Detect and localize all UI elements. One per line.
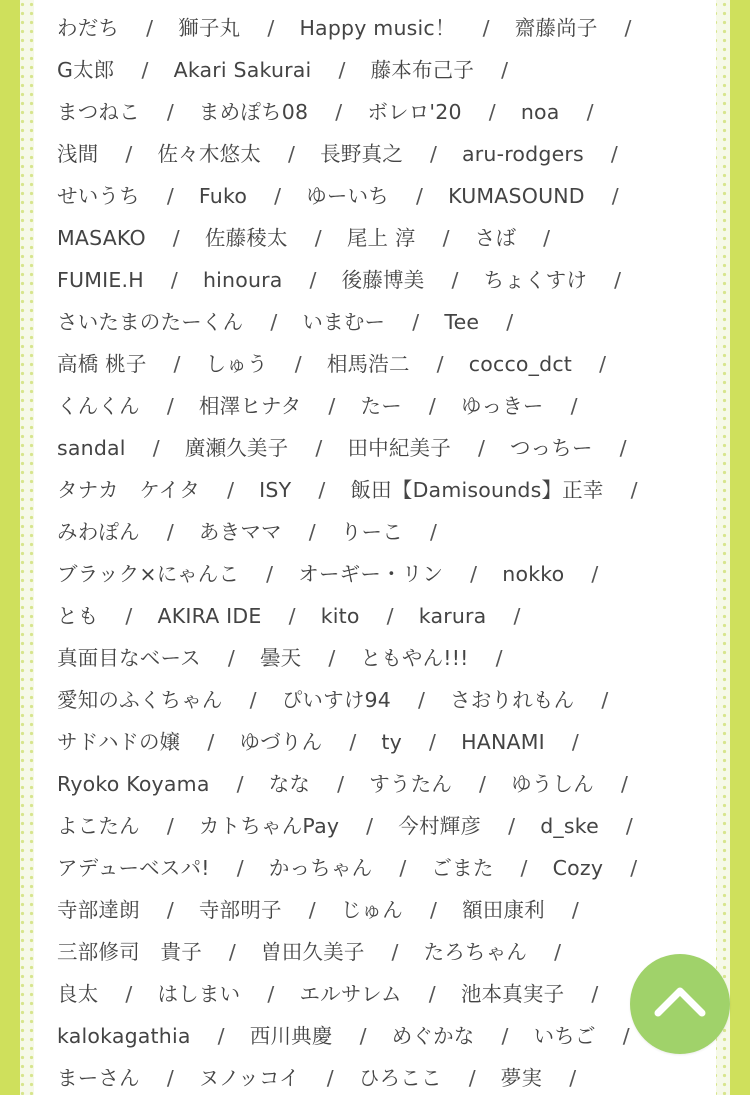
name-row	[57, 1057, 707, 1099]
name-separator: /	[571, 730, 579, 754]
supporter-name: nokko	[502, 562, 565, 586]
name-row	[57, 679, 707, 721]
name-separator: /	[610, 142, 619, 166]
name-separator: /	[236, 856, 244, 880]
name-separator: /	[125, 982, 133, 1006]
supporter-name: 長野真之	[320, 142, 403, 166]
name-separator: /	[328, 394, 336, 418]
name-list	[57, 7, 707, 1099]
supporter-name: 今村輝彦	[398, 814, 482, 838]
supporter-name: 真面目なベース	[57, 646, 201, 670]
supporter-name: 藤本布己子	[370, 58, 475, 82]
supporter-name: 額田康利	[462, 898, 545, 922]
supporter-name: MASAKO	[57, 226, 146, 250]
name-separator: /	[314, 226, 322, 250]
supporter-name: Ryoko Koyama	[57, 772, 210, 796]
name-separator: /	[520, 856, 528, 880]
supporter-name: いまむー	[302, 310, 386, 334]
frame-left-edge	[0, 0, 20, 1095]
name-separator: /	[418, 688, 426, 712]
chevron-up-icon	[653, 984, 707, 1018]
supporter-name: たろちゃん	[423, 940, 528, 964]
supporter-name: みわぽん	[57, 520, 140, 544]
supporter-name: kalokagathia	[57, 1024, 191, 1048]
supporter-name: タナカ ケイタ	[57, 478, 201, 502]
name-separator: /	[166, 394, 174, 418]
supporter-name: 高橋 桃子	[57, 352, 147, 376]
supporter-name: d_ske	[540, 814, 599, 838]
name-separator: /	[586, 100, 594, 124]
name-separator: /	[442, 226, 450, 250]
name-separator: /	[625, 814, 634, 838]
supporter-name: ともやん!!!	[360, 646, 469, 670]
supporter-name: ブラック×にゃんこ	[57, 562, 240, 586]
name-separator: /	[488, 100, 496, 124]
supporter-name: Happy music！	[299, 16, 456, 40]
name-separator: /	[217, 1024, 225, 1048]
name-row	[57, 553, 707, 595]
supporter-name: aru-rodgers	[462, 142, 584, 166]
supporter-name: たー	[360, 394, 402, 418]
supporter-name: サドハドの嬢	[57, 730, 181, 754]
supporter-name: 愛知のふくちゃん	[57, 688, 223, 712]
name-separator: /	[170, 268, 178, 292]
name-separator: /	[328, 646, 336, 670]
supporter-name: cocco_dct	[468, 352, 573, 376]
name-separator: /	[270, 310, 278, 334]
name-row	[57, 889, 707, 931]
supporter-name: 佐々木悠太	[157, 142, 262, 166]
supporter-name: ISY	[259, 478, 292, 502]
supporter-name: 曽田久美子	[261, 940, 365, 964]
supporter-name: FUMIE.H	[57, 268, 144, 292]
supporter-name: 浅間	[57, 142, 99, 166]
supporter-name: めぐかな	[391, 1024, 475, 1048]
supporter-name: エルサレム	[299, 982, 402, 1006]
supporter-name: 佐藤稜太	[204, 226, 288, 250]
supporter-name: はしまい	[157, 982, 241, 1006]
supporter-name: まーさん	[57, 1066, 140, 1090]
name-separator: /	[429, 898, 438, 922]
name-row	[57, 343, 707, 385]
name-separator: /	[386, 604, 394, 628]
supporter-name: しゅう	[205, 352, 268, 376]
name-separator: /	[125, 604, 133, 628]
supporter-name: ごまた	[431, 856, 494, 880]
supporter-name: ゆっきー	[461, 394, 544, 418]
name-separator: /	[308, 520, 316, 544]
supporter-name: 獅子丸	[178, 16, 241, 40]
name-row	[57, 7, 707, 49]
name-row	[57, 301, 707, 343]
name-separator: /	[501, 1024, 509, 1048]
supporter-name: kito	[320, 604, 360, 628]
supporter-name: ボレロ'20	[367, 100, 462, 124]
name-separator: /	[294, 352, 302, 376]
supporter-name: さおりれもん	[450, 688, 575, 712]
name-separator: /	[554, 940, 562, 964]
name-separator: /	[318, 478, 326, 502]
supporter-name: Akari Sakurai	[173, 58, 312, 82]
supporter-name: ひろここ	[358, 1066, 442, 1090]
name-separator: /	[614, 268, 622, 292]
supporter-name: sandal	[57, 436, 126, 460]
name-separator: /	[166, 100, 174, 124]
supporter-name: せいうち	[57, 184, 140, 208]
name-separator: /	[166, 898, 174, 922]
name-row	[57, 217, 707, 259]
supporter-name: よこたん	[57, 814, 140, 838]
name-separator: /	[570, 394, 578, 418]
name-separator: /	[619, 436, 627, 460]
supporter-name: 良太	[57, 982, 99, 1006]
name-separator: /	[152, 436, 160, 460]
supporter-name: かっちゃん	[268, 856, 373, 880]
supporter-name: まつねこ	[57, 100, 140, 124]
name-separator: /	[482, 16, 490, 40]
supporter-name: ゆーいち	[306, 184, 389, 208]
name-separator: /	[249, 688, 257, 712]
name-separator: /	[166, 1066, 174, 1090]
supporter-name: 池本真実子	[460, 982, 565, 1006]
name-separator: /	[470, 562, 478, 586]
name-separator: /	[228, 940, 237, 964]
name-separator: /	[227, 478, 235, 502]
name-separator: /	[315, 436, 323, 460]
name-separator: /	[335, 100, 343, 124]
name-row	[57, 595, 707, 637]
supporter-name: りーこ	[340, 520, 403, 544]
supporter-name: Cozy	[552, 856, 604, 880]
name-separator: /	[166, 184, 174, 208]
name-row	[57, 805, 707, 847]
name-separator: /	[166, 814, 174, 838]
supporter-name: 後藤博美	[341, 268, 425, 292]
name-separator: /	[391, 940, 399, 964]
name-separator: /	[428, 982, 436, 1006]
supporter-name: 尾上 淳	[346, 226, 416, 250]
supporter-name: ty	[381, 730, 402, 754]
supporter-name: さいたまのたーくん	[57, 310, 244, 334]
supporter-name: カトちゃんPay	[198, 814, 340, 838]
name-separator: /	[501, 58, 509, 82]
name-separator: /	[141, 58, 149, 82]
name-row	[57, 259, 707, 301]
name-separator: /	[429, 730, 437, 754]
supporter-name: ヌノッコイ	[198, 1066, 300, 1090]
supporter-name: 夢実	[500, 1066, 543, 1090]
supporter-name: G太郎	[57, 58, 115, 82]
name-row	[57, 931, 707, 973]
supporter-name: KUMASOUND	[448, 184, 585, 208]
supporter-name: オーギー・リン	[298, 562, 444, 586]
supporter-name: ちょくすけ	[483, 268, 588, 292]
name-separator: /	[288, 604, 296, 628]
name-separator: /	[412, 310, 420, 334]
name-separator: /	[543, 226, 551, 250]
name-separator: /	[172, 226, 180, 250]
name-row	[57, 721, 707, 763]
name-separator: /	[601, 688, 609, 712]
name-separator: /	[227, 646, 235, 670]
supporter-name: くんくん	[57, 394, 140, 418]
name-separator: /	[620, 772, 629, 796]
supporter-name: すうたん	[369, 772, 453, 796]
name-separator: /	[274, 184, 282, 208]
supporter-name: つっちー	[510, 436, 593, 460]
name-separator: /	[571, 898, 579, 922]
name-separator: /	[267, 982, 275, 1006]
name-separator: /	[477, 436, 486, 460]
name-separator: /	[399, 856, 407, 880]
supporter-name: ゆづりん	[239, 730, 323, 754]
name-separator: /	[599, 352, 607, 376]
name-separator: /	[468, 1066, 476, 1090]
supporter-name: まめぽち08	[198, 100, 309, 124]
supporter-name: 相澤ヒナタ	[198, 394, 302, 418]
name-separator: /	[513, 604, 521, 628]
name-row	[57, 511, 707, 553]
name-row	[57, 49, 707, 91]
name-separator: /	[309, 268, 317, 292]
supporter-name: 廣瀬久美子	[184, 436, 289, 460]
name-separator: /	[359, 1024, 367, 1048]
supporter-name: なな	[268, 772, 311, 796]
name-row	[57, 763, 707, 805]
name-row	[57, 385, 707, 427]
name-separator: /	[451, 268, 459, 292]
scroll-to-top-button[interactable]	[630, 954, 730, 1054]
name-separator: /	[337, 772, 345, 796]
name-separator: /	[326, 1066, 334, 1090]
name-separator: /	[611, 184, 619, 208]
name-separator: /	[508, 814, 516, 838]
name-separator: /	[125, 142, 133, 166]
name-separator: /	[630, 478, 638, 502]
supporter-name: ぴいすけ94	[281, 688, 392, 712]
supporter-name: あきママ	[198, 520, 282, 544]
name-separator: /	[349, 730, 357, 754]
name-row	[57, 1015, 707, 1057]
name-row	[57, 469, 707, 511]
supporter-name: noa	[520, 100, 560, 124]
supporter-name: 田中紀美子	[347, 436, 451, 460]
name-separator: /	[495, 646, 503, 670]
name-row	[57, 637, 707, 679]
supporter-name: アデューベスパ!	[57, 856, 210, 880]
name-separator: /	[366, 814, 374, 838]
supporter-name: 相馬浩二	[326, 352, 410, 376]
name-separator: /	[173, 352, 181, 376]
name-separator: /	[569, 1066, 577, 1090]
name-separator: /	[506, 310, 514, 334]
name-separator: /	[267, 16, 275, 40]
supporter-name: 飯田【Damisounds】正幸	[350, 478, 604, 502]
name-separator: /	[308, 898, 316, 922]
name-row	[57, 133, 707, 175]
supporter-name: AKIRA IDE	[157, 604, 262, 628]
supporter-name: 寺部達朗	[57, 898, 140, 922]
name-separator: /	[166, 520, 174, 544]
name-separator: /	[479, 772, 487, 796]
name-row	[57, 175, 707, 217]
name-separator: /	[624, 16, 632, 40]
supporter-name: HANAMI	[461, 730, 545, 754]
name-row	[57, 847, 707, 889]
name-separator: /	[266, 562, 274, 586]
name-separator: /	[338, 58, 346, 82]
name-separator: /	[429, 520, 438, 544]
name-separator: /	[429, 142, 438, 166]
name-separator: /	[146, 16, 154, 40]
supporter-name: とも	[57, 604, 99, 628]
supporter-name: hinoura	[202, 268, 283, 292]
supporter-name: じゅん	[340, 898, 403, 922]
name-separator: /	[622, 1024, 630, 1048]
supporter-name: わだち	[57, 16, 120, 40]
name-separator: /	[428, 394, 437, 418]
frame-right-edge	[730, 0, 750, 1095]
name-separator: /	[236, 772, 244, 796]
name-row	[57, 91, 707, 133]
supporter-name: 寺部明子	[198, 898, 282, 922]
name-separator: /	[416, 184, 424, 208]
supporter-name: karura	[418, 604, 487, 628]
supporter-name: Fuko	[198, 184, 248, 208]
supporter-name: いちご	[533, 1024, 596, 1048]
supporter-name: 齋藤尚子	[514, 16, 598, 40]
name-separator: /	[630, 856, 638, 880]
name-separator: /	[436, 352, 444, 376]
supporter-name: 西川典慶	[249, 1024, 333, 1048]
supporter-name: 曇天	[259, 646, 302, 670]
name-row	[57, 427, 707, 469]
name-row	[57, 973, 707, 1015]
name-separator: /	[591, 982, 599, 1006]
name-separator: /	[288, 142, 296, 166]
name-separator: /	[591, 562, 599, 586]
supporter-name: ゆうしん	[511, 772, 594, 796]
supporter-name: 三部修司 貴子	[57, 940, 202, 964]
supporter-name: さば	[474, 226, 517, 250]
supporter-name: Tee	[444, 310, 480, 334]
name-separator: /	[207, 730, 215, 754]
